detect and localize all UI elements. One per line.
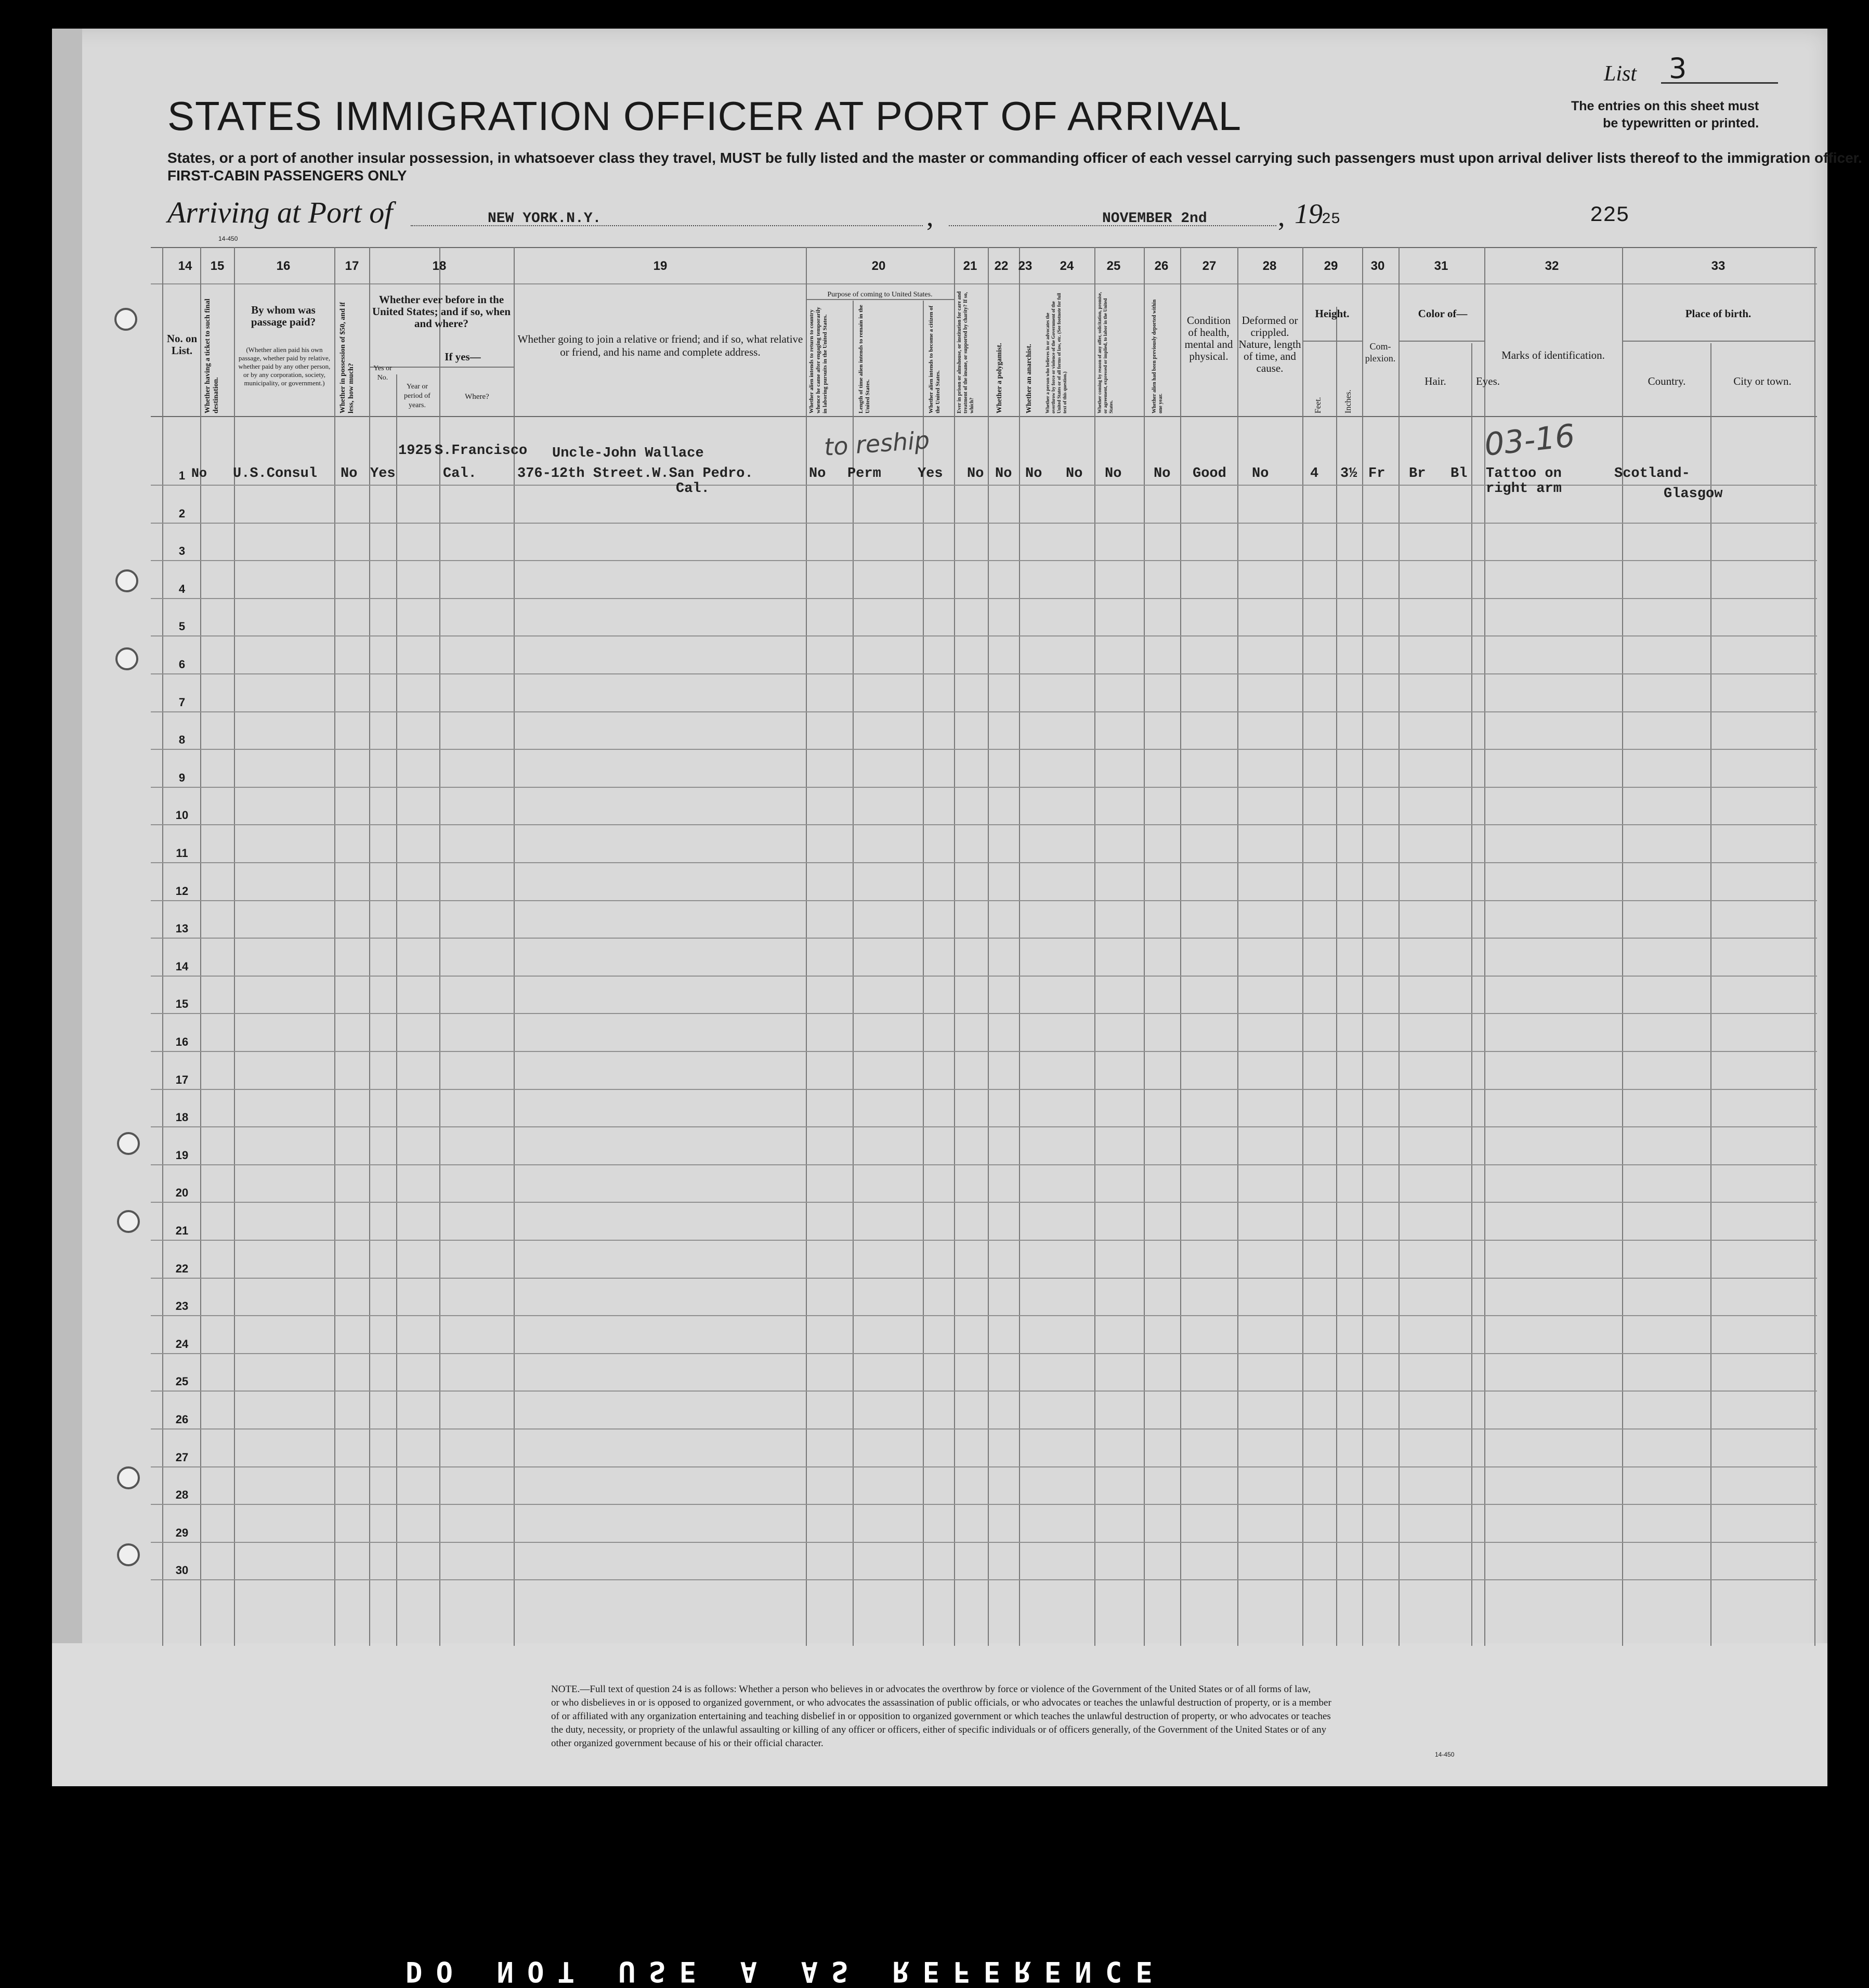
col-number: 14 [178, 259, 192, 273]
entry-health: Good [1193, 466, 1226, 482]
row-rule [151, 938, 1817, 939]
col-number: 22 [994, 259, 1009, 273]
col-rule [1094, 247, 1095, 1646]
sheet-number: 225 [1590, 203, 1629, 228]
row-number: 26 [175, 1413, 189, 1426]
row-number: 21 [175, 1224, 189, 1237]
entry-city: Glasgow [1664, 486, 1723, 502]
row-rule [151, 1240, 1817, 1241]
header-c31-hair: Hair. [1424, 375, 1446, 387]
header-c18-yesno: Yes or No. [373, 365, 392, 382]
entry-marks-line2: right arm [1486, 481, 1562, 497]
col-rule [1302, 247, 1303, 1646]
col-number: 28 [1262, 259, 1277, 273]
col-rule [1144, 247, 1145, 1646]
row-number: 27 [175, 1450, 189, 1464]
punch-hole [117, 1543, 140, 1566]
col-number: 21 [963, 259, 977, 273]
row-number: 11 [176, 847, 188, 860]
header-c16-note: (Whether alien paid his own passage, whether paid by relative, whether paid by any other person, or by any corporation, society, municipality, or government.) [238, 346, 331, 387]
col-rule [988, 247, 989, 1646]
col-rule [334, 247, 335, 1646]
entries-note-line2: be typewritten or printed. [1603, 116, 1759, 131]
row-rule [151, 976, 1817, 977]
footnote-line5: other organized government because of his or their official character. [551, 1738, 824, 1749]
comma-2: , [1278, 201, 1285, 232]
punch-hole [114, 308, 137, 331]
header-c25: Whether coming by reason of any offer, solicitation, promise, or agreement, expressed or implied, to labor in the United States. [1097, 292, 1114, 413]
col-number: 29 [1324, 259, 1338, 273]
header-c15: Whether having a ticket to such final destination. [204, 298, 220, 413]
row-number: 18 [175, 1111, 189, 1124]
footnote-line3: of or affiliated with any organization entertaining and teaching disbelief in or opposition to organized government or which teaches the unlawful destruction of property, or who advocates or teaches [551, 1711, 1331, 1722]
row-number: 15 [175, 997, 189, 1011]
col-rule [923, 301, 924, 1646]
entry-labor-offer: No [1105, 466, 1122, 482]
header-c18-where: Where? [465, 393, 489, 401]
entries-note [1571, 98, 1759, 132]
c31-subrule [1399, 341, 1484, 342]
header-c29-feet: Feet. [1314, 397, 1323, 413]
header-c33-city: City or town. [1733, 375, 1792, 387]
row-rule [151, 673, 1817, 674]
col-rule [1237, 247, 1238, 1646]
header-c17: Whether in possession of $50, and if less, how much? [339, 302, 355, 413]
entry-return-intent: No [809, 466, 826, 482]
entry-prison: No [967, 466, 984, 482]
entry-year: 1925 [398, 443, 432, 459]
header-c20-a: Whether alien intends to return to country whence he came after engaging temporarily in laboring pursuits in the United States. [808, 307, 828, 413]
row-rule [151, 1579, 1817, 1580]
film-edge-caption: DO NOT USE A AS REFERENCE [406, 1955, 1166, 1988]
entry-complexion: Fr [1368, 466, 1386, 482]
col-rule [954, 247, 955, 1646]
col-rule [806, 247, 807, 1646]
c33-subrule [1622, 341, 1814, 342]
entry-fifty-dollars: No [341, 466, 358, 482]
row-rule [151, 824, 1817, 825]
header-bottom-rule [151, 416, 1817, 417]
header-c20-c: Whether alien intends to become a citizen of the United States. [928, 305, 941, 413]
row-rule [151, 1504, 1817, 1505]
row-rule [151, 1315, 1817, 1316]
header-c24: Whether a person who believes in or advocates the overthrow by force or violence of the Government of the United States or of all forms of law, etc. (See footnote for full text of this question.) [1045, 293, 1067, 413]
form-subtitle: States, or a port of another insular possession, in whatsoever class they travel, MUST be fully listed and the master or commanding officer of each vessel carrying such passengers must upon arrival deliver lists thereof to the immigration officer. [167, 150, 1862, 166]
entry-hair: Br [1409, 466, 1426, 482]
punch-hole [115, 569, 138, 592]
col-rule [1019, 247, 1020, 1646]
header-c29-inches: Inches. [1344, 389, 1353, 413]
row-rule [151, 749, 1817, 750]
entry-relative-line3: Cal. [676, 481, 710, 497]
col-number: 18 [432, 259, 447, 273]
entry-before-in-us: Yes [370, 466, 396, 482]
header-c31-title: Color of— [1418, 307, 1468, 320]
col-number: 19 [653, 259, 668, 273]
row-rule [151, 1466, 1817, 1467]
row-rule [151, 1126, 1817, 1127]
header-c16-title: By whom was passage paid? [251, 304, 316, 328]
header-c23: Whether an anarchist. [1025, 344, 1033, 413]
arriving-at-label: Arriving at Port of [167, 196, 393, 229]
row-number: 9 [178, 771, 186, 784]
footnote-line1: NOTE.—Full text of question 24 is as follows: Whether a person who believes in or advocates the overthrow by force or violence of the Government of the United States or of all forms of law, [551, 1684, 1311, 1695]
row-number: 20 [175, 1186, 189, 1200]
row-rule [151, 1164, 1817, 1165]
col-number: 32 [1545, 259, 1559, 273]
col-rule [853, 301, 854, 1646]
punch-hole [117, 1132, 140, 1155]
handwritten-note: to reship [823, 425, 931, 462]
header-c31-eyes: Eyes. [1475, 375, 1500, 387]
list-label: List [1604, 62, 1637, 86]
header-c33-country: Country. [1648, 375, 1686, 387]
footnote [551, 1683, 1331, 1750]
row-rule [151, 523, 1817, 524]
entry-country: Scotland- [1614, 466, 1690, 482]
col-number: 24 [1060, 259, 1074, 273]
col-rule [1362, 247, 1363, 1646]
header-c20-b: Length of time alien intends to remain in the United States. [858, 305, 871, 413]
row-number: 24 [175, 1337, 189, 1350]
entry-ticket: No [191, 466, 207, 481]
row-number: 22 [175, 1262, 189, 1275]
form-title: STATES IMMIGRATION OFFICER AT PORT OF ARRIVAL [167, 93, 1242, 139]
row-number: 17 [175, 1073, 189, 1086]
punch-hole [117, 1466, 140, 1489]
row-rule [151, 485, 1817, 486]
row-rule [151, 1391, 1817, 1392]
col-rule [1814, 247, 1815, 1646]
header-c32: Marks of identification. [1501, 349, 1605, 361]
entry-passage-paid-by: U.S.Consul [233, 466, 318, 482]
row-number: 29 [175, 1526, 189, 1539]
col-rule [162, 247, 163, 1646]
entry-length-of-stay: Perm [847, 466, 881, 482]
row-rule [151, 1353, 1817, 1354]
row-number: 1 [178, 469, 186, 482]
row-rule [151, 635, 1817, 636]
row-number: 6 [178, 658, 186, 671]
sheet-binding-edge [52, 29, 82, 1786]
col-rule [1484, 247, 1485, 1646]
row-rule [151, 560, 1817, 561]
row-rule [151, 711, 1817, 712]
table-top-rule [151, 247, 1817, 248]
col-number: 30 [1370, 259, 1385, 273]
row-number: 2 [178, 506, 186, 520]
row-number: 3 [178, 544, 186, 558]
col-rule [369, 247, 370, 1646]
col-rule [1622, 247, 1623, 1646]
header-c22: Whether a polygamist. [996, 343, 1003, 413]
form-code: 14-450 [218, 235, 238, 242]
entry-where-line1: S.Francisco [435, 443, 528, 459]
header-c33-title: Place of birth. [1685, 307, 1752, 320]
col-number: 20 [871, 259, 886, 273]
col-rule [396, 374, 397, 1646]
list-number: 3 [1669, 52, 1687, 85]
row-number: 4 [178, 582, 186, 595]
row-number: 7 [178, 695, 186, 709]
header-c19: Whether going to join a relative or friend; and if so, what relative or friend, and his name and complete address. [517, 333, 803, 358]
row-rule [151, 1428, 1817, 1430]
colnum-rule [151, 283, 1817, 284]
row-rule [151, 598, 1817, 599]
col-number: 16 [276, 259, 291, 273]
footnote-line4: the duty, necessity, or propriety of the unlawful assaulting or killing of any officer or officers, either of specific individuals or of officers generally, of the Government of the United States or of any [551, 1724, 1327, 1735]
arrival-port: NEW YORK.N.Y. [488, 211, 602, 227]
header-c29-title: Height. [1315, 307, 1350, 320]
entry-deported: No [1154, 466, 1171, 482]
entry-height-feet: 4 [1310, 466, 1319, 482]
header-c18-ifyes: If yes— [445, 350, 481, 363]
entry-height-inches: 3½ [1340, 466, 1357, 482]
header-c27: Condition of health, mental and physical. [1184, 314, 1233, 362]
row-number: 28 [175, 1488, 189, 1502]
punch-hole [115, 647, 138, 670]
header-c18-years: Year or period of years. [404, 383, 430, 409]
row-rule [151, 1013, 1817, 1014]
footnote-line2: or who disbelieves in or is opposed to organized government, or who advocates the assassination of public officials, or who advocates or teaches the unlawful destruction of property, or is a member [551, 1697, 1331, 1708]
handwritten-code: 03-16 [1482, 418, 1577, 463]
header-c20-title: Purpose of coming to United States. [827, 291, 933, 298]
row-number: 19 [175, 1148, 189, 1162]
entry-polygamist: No [995, 466, 1012, 482]
row-rule [151, 862, 1817, 863]
row-rule [151, 1089, 1817, 1090]
row-number: 25 [175, 1375, 189, 1388]
row-rule [151, 1278, 1817, 1279]
col-rule [200, 247, 201, 1646]
row-number: 10 [175, 809, 189, 822]
col-number: 26 [1154, 259, 1169, 273]
entries-note-line1: The entries on this sheet must [1571, 99, 1759, 113]
entry-deformed: No [1252, 466, 1269, 482]
row-rule [151, 787, 1817, 788]
passenger-class: FIRST-CABIN PASSENGERS ONLY [167, 167, 407, 184]
col-number: 31 [1434, 259, 1448, 273]
col-number: 33 [1711, 259, 1726, 273]
punch-hole [117, 1210, 140, 1233]
col-rule [1471, 343, 1472, 1646]
header-c26: Whether alien had been previously deported within one year. [1152, 299, 1164, 413]
row-rule [151, 1202, 1817, 1203]
row-number: 23 [175, 1300, 189, 1313]
row-number: 30 [175, 1564, 189, 1577]
footnote-code: 14-450 [1435, 1751, 1455, 1758]
row-rule [151, 1542, 1817, 1543]
header-c28: Deformed or crippled. Nature, length of time, and cause. [1238, 314, 1301, 374]
header-c14: No. on List. [166, 332, 198, 357]
row-number: 8 [178, 733, 186, 747]
row-number: 14 [175, 959, 189, 973]
row-number: 16 [175, 1035, 189, 1048]
entry-relative-line1: Uncle-John Wallace [552, 446, 704, 461]
entry-relative-line2: 376-12th Street.W.San Pedro. [517, 466, 753, 482]
comma-1: , [926, 201, 934, 232]
col-number: 15 [210, 259, 225, 273]
row-rule [151, 1051, 1817, 1052]
col-rule [234, 247, 235, 1646]
col-number: 27 [1202, 259, 1217, 273]
entry-where-line2: Cal. [443, 466, 477, 482]
year-prefix: 19 [1295, 198, 1323, 229]
col-number: 25 [1106, 259, 1121, 273]
entry-citizen-intent: Yes [918, 466, 943, 482]
col-number: 17 [345, 259, 359, 273]
header-c21: Ever in prison or almshouse, or institution for care and treatment of the insane, or supported by charity? If so, which? [957, 291, 975, 413]
header-c18-title: Whether ever before in the United States; and if so, when and where? [372, 293, 511, 330]
year-suffix: 25 [1322, 211, 1341, 228]
c29-subrule [1302, 341, 1362, 342]
arrival-date: NOVEMBER 2nd [1102, 211, 1207, 227]
entry-anarchist: No [1025, 466, 1042, 482]
col-rule [1710, 343, 1711, 1646]
entry-overthrow: No [1066, 466, 1083, 482]
row-number: 13 [175, 922, 189, 935]
header-c30: Com-plexion. [1365, 341, 1396, 363]
col-number: 23 [1018, 259, 1032, 273]
col-rule [1399, 247, 1400, 1646]
row-number: 12 [175, 884, 189, 898]
col-rule [1180, 247, 1181, 1646]
row-rule [151, 900, 1817, 901]
list-underline [1661, 82, 1778, 84]
row-number: 5 [178, 620, 186, 633]
entry-eyes: Bl [1450, 466, 1468, 482]
entry-marks-line1: Tattoo on [1486, 466, 1562, 482]
